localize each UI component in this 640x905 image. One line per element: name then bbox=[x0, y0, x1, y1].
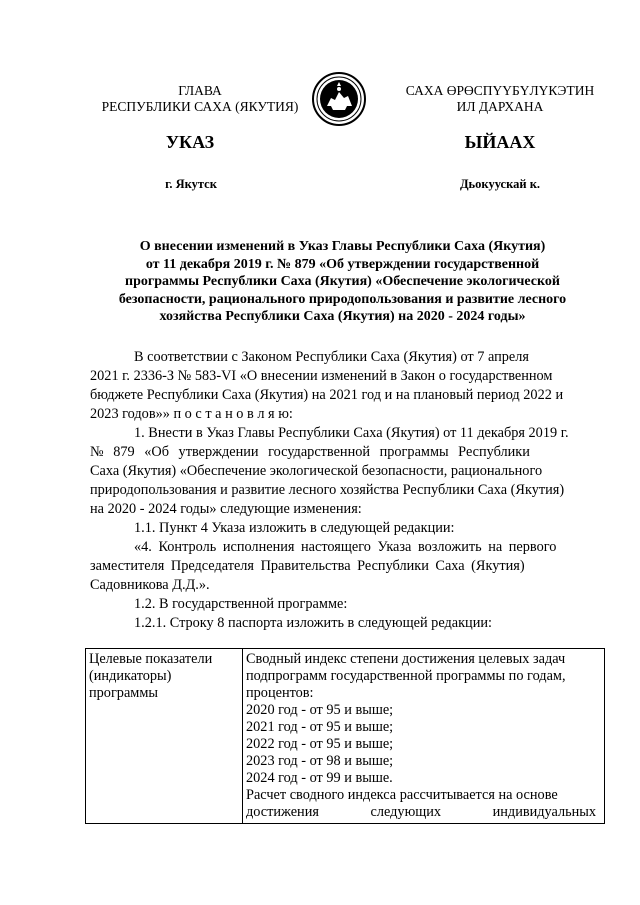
cell-line: 2023 год - от 98 и выше; bbox=[246, 753, 394, 769]
paragraph-2-line: Саха (Якутия) «Обеспечение экологической безопасности, рационального bbox=[90, 463, 543, 479]
republic-coat-of-arms-icon bbox=[311, 70, 367, 128]
decree-label-ru: УКАЗ bbox=[165, 132, 215, 152]
title-line: программы Республики Саха (Якутия) «Обеспечение экологической bbox=[125, 274, 560, 289]
paragraph-1-text: В соответствии с Законом Республики Саха (Якутия) от 7 апреля bbox=[134, 349, 529, 365]
cell-line: 2024 год - от 99 и выше. bbox=[246, 770, 393, 786]
paragraph-4-line: Садовникова Д.Д.». bbox=[90, 577, 210, 593]
paragraph-3-line: 1.1. Пункт 4 Указа изложить в следующей редакции: bbox=[134, 520, 455, 536]
paragraph-4-line: «4. Контроль исполнения настоящего Указа возложить на первого bbox=[134, 539, 557, 555]
city-sakha: Дьокуускай к. bbox=[459, 177, 541, 191]
issuer-right-line2: ИЛ ДАРХАНА bbox=[456, 99, 544, 114]
title-line: хозяйства Республики Саха (Якутия) на 2020 - 2024 годы» bbox=[159, 309, 526, 324]
cell-line: Целевые показатели bbox=[89, 651, 213, 667]
cell-line: (индикаторы) bbox=[89, 668, 172, 684]
issuer-right-line1: САХА ӨРӨСПҮҮБҮЛҮКЭТИН bbox=[405, 83, 595, 98]
issuer-right bbox=[390, 83, 610, 115]
paragraph-1-line: 2021 г. 2336-З № 583-VI «О внесении изменений в Закон о государственном bbox=[90, 368, 553, 384]
paragraph-2-line: на 2020 - 2024 годы» следующие изменения: bbox=[90, 501, 362, 517]
paragraph-1-line bbox=[90, 348, 600, 367]
city-ru: г. Якутск bbox=[165, 177, 217, 191]
table-row bbox=[86, 649, 605, 824]
passport-table bbox=[85, 648, 605, 824]
issuer-left-line1: ГЛАВА bbox=[178, 83, 222, 98]
title-line: от 11 декабря 2019 г. № 879 «Об утверждении государственной bbox=[145, 256, 540, 272]
cell-line: 2022 год - от 95 и выше; bbox=[246, 736, 394, 752]
title-line: О внесении изменений в Указ Главы Республики Саха (Якутия) bbox=[139, 239, 546, 254]
cell-line: подпрограмм государственной программы по годам, bbox=[246, 668, 566, 684]
cell-line: 2020 год - от 95 и выше; bbox=[246, 702, 394, 718]
cell-line: достижения следующих индивидуальных bbox=[246, 804, 597, 820]
document-title bbox=[95, 238, 590, 326]
paragraph-5-line: 1.2. В государственной программе: bbox=[134, 596, 348, 612]
cell-line: программы bbox=[89, 685, 159, 701]
paragraph-4-line: заместителя Председателя Правительства Республики Саха (Якутия) bbox=[90, 558, 525, 574]
cell-line: процентов: bbox=[246, 685, 314, 701]
paragraph-2-line: природопользования и развитие лесного хозяйства Республики Саха (Якутия) bbox=[90, 482, 565, 498]
cell-line: Расчет сводного индекса рассчитывается на основе bbox=[246, 787, 558, 803]
document-body bbox=[90, 348, 600, 633]
issuer-left-line2: РЕСПУБЛИКИ САХА (ЯКУТИЯ) bbox=[101, 99, 299, 114]
table-cell-indicator-name bbox=[86, 649, 243, 824]
decree-label-sakha: ЫЙААХ bbox=[464, 132, 536, 152]
paragraph-1-line: бюджете Республики Саха (Якутия) на 2021 год и на плановый период 2022 и bbox=[90, 387, 564, 403]
title-line: безопасности, рационального природопользования и развитие лесного bbox=[118, 291, 567, 307]
paragraph-2-line: 1. Внести в Указ Главы Республики Саха (Якутия) от 11 декабря 2019 г. bbox=[134, 425, 569, 441]
table-cell-indicator-values bbox=[243, 649, 605, 824]
cell-line: Сводный индекс степени достижения целевых задач bbox=[246, 651, 566, 667]
issuer-left bbox=[90, 83, 310, 115]
cell-line: 2021 год - от 95 и выше; bbox=[246, 719, 394, 735]
paragraph-1-line: 2023 годов»» п о с т а н о в л я ю: bbox=[90, 406, 293, 422]
paragraph-2-line: № 879 «Об утверждении государственной программы Республики bbox=[90, 444, 530, 460]
paragraph-6-line: 1.2.1. Строку 8 паспорта изложить в следующей редакции: bbox=[134, 615, 492, 631]
